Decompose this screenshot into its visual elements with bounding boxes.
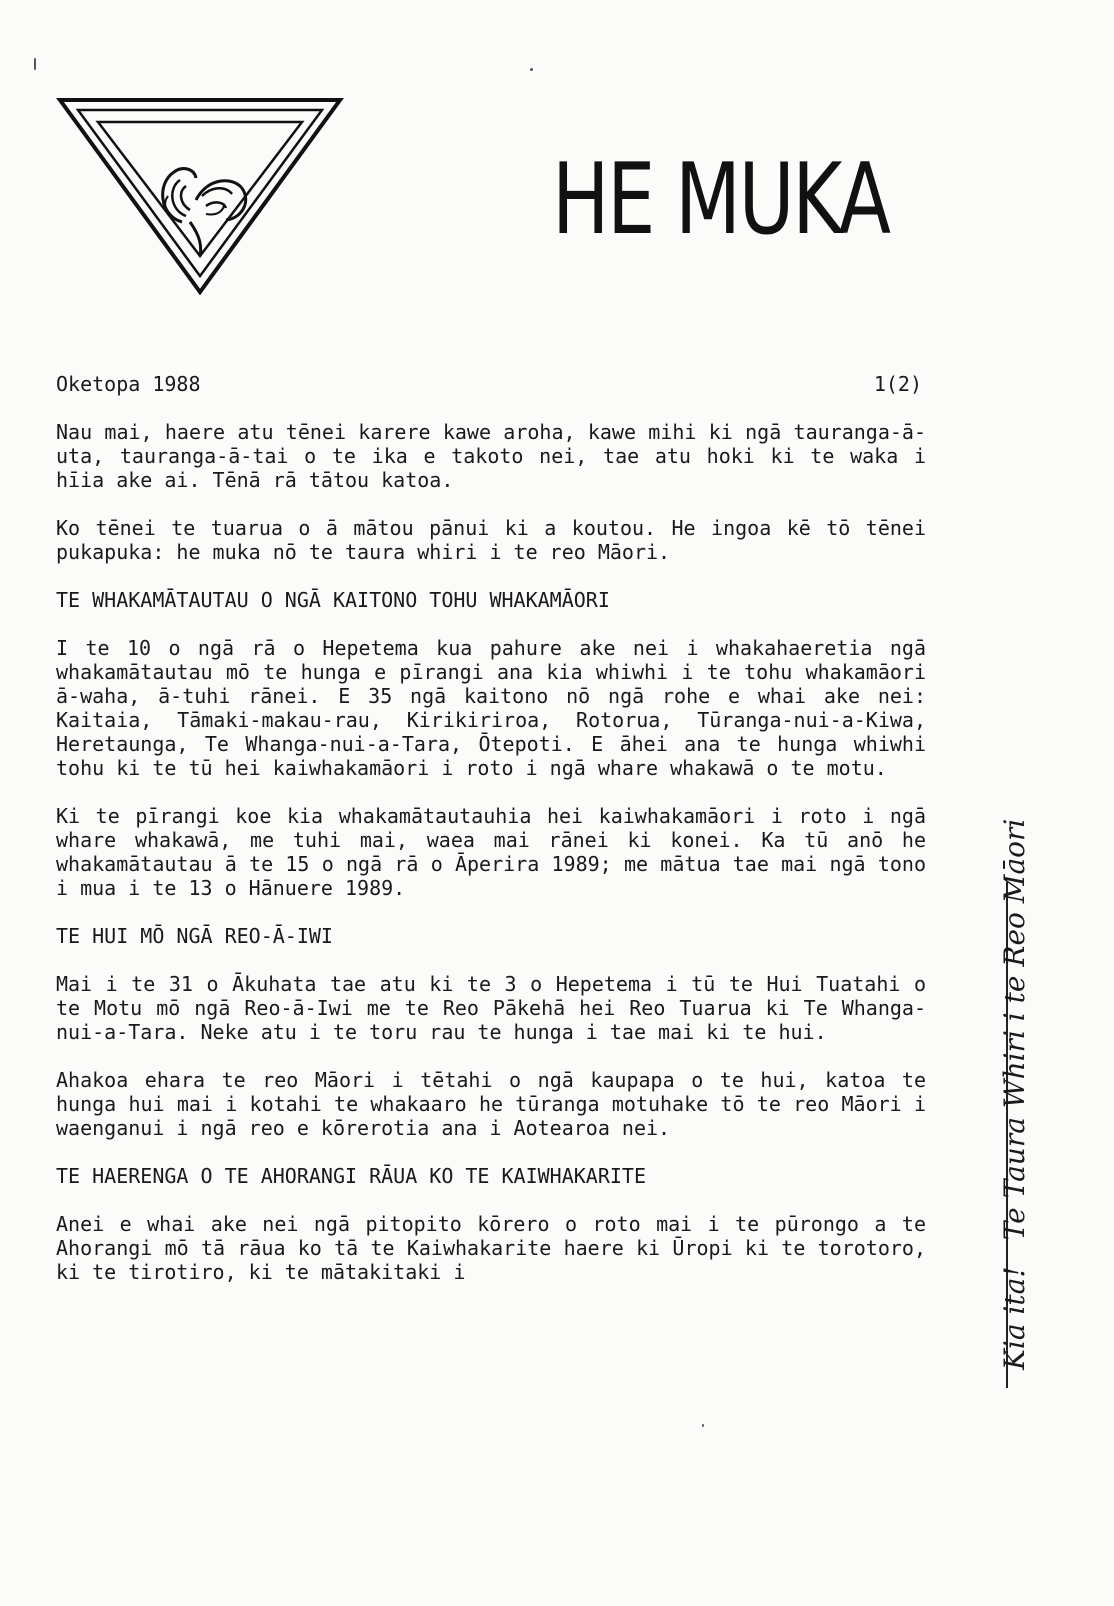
- languages-hui-paragraph-2: Ahakoa ehara te reo Māori i tētahi o ngā kaupapa o te hui, katoa te hunga hui mai i kotahi te whakaaro he tūranga motuhake tō te reo Māori i waenganui i ngā reo e kōrerotia ana i Aotearoa nei.: [56, 1068, 926, 1140]
- translation-exam-paragraph-1: I te 10 o ngā rā o Hepetema kua pahure ake nei i whakahaeretia ngā whakamātautau mō te hunga e pīrangi ana kia whiwhi i te tohu whakamāori ā-waha, ā-tuhi rānei. E 35 ngā kaitono nō ngā rohe e whai ake nei: Kaitaia, Tāmaki-makau-rau, Kirikiriroa, Rotorua, Tūranga-nui-a-Kiwa, Heretaunga, Te Whanga-nui-a-Tara, Ōtepoti. E āhei ana te hunga whiwhi tohu ki te tū hei kaiwhakamāori i roto i ngā whare whakawā o te motu.: [56, 636, 926, 780]
- sidebar-motto: [975, 818, 1035, 1370]
- article-body: [56, 372, 926, 1284]
- dateline: [56, 372, 922, 396]
- sidebar-motto-text: Te Taura Whiri i te Reo Māori: [998, 818, 1031, 1241]
- intro-paragraph-1: Nau mai, haere atu tēnei karere kawe aroha, kawe mihi ki ngā tauranga-ā-uta, tauranga-ā-tai o te ika e takoto nei, tae atu hoki ki te waka i hīia ake ai. Tēnā rā tātou katoa.: [56, 420, 926, 492]
- europe-trip-paragraph-1: Anei e whai ake nei ngā pitopito kōrero o roto mai i te pūrongo a te Ahorangi mō tā rāua ko tā te Kaiwhakarite haere ki Ūropi ki te torotoro, ki te tirotiro, ki te mātakitaki i: [56, 1212, 926, 1284]
- section-heading-translation-exam: TE WHAKAMĀTAUTAU O NGĀ KAITONO TOHU WHAKAMĀORI: [56, 588, 610, 612]
- section-heading-languages-hui: TE HUI MŌ NGĀ REO-Ā-IWI: [56, 924, 333, 948]
- scan-mark: [702, 1424, 704, 1427]
- scan-mark: [530, 68, 533, 71]
- translation-exam-paragraph-2: Ki te pīrangi koe kia whakamātautauhia hei kaiwhakamāori i roto i ngā whare whakawā, me tuhi mai, waea mai rānei ki konei. Ka tū anō he whakamātautau ā te 15 o ngā rā o Āperira 1989; me mātua tae mai ngā tono i mua i te 13 o Hānuere 1989.: [56, 804, 926, 900]
- scan-mark: [34, 58, 36, 70]
- intro-paragraph-2: Ko tēnei te tuarua o ā mātou pānui ki a koutou. He ingoa kē tō tēnei pukapuka: he muka nō te taura whiri i te reo Māori.: [56, 516, 926, 564]
- masthead-title: HE MUKA: [552, 143, 889, 257]
- sidebar-exclaim: Kia ita!: [998, 1266, 1031, 1370]
- taura-whiri-logo-icon: [56, 96, 344, 296]
- issue-number: 1(2): [873, 372, 922, 396]
- languages-hui-paragraph-1: Mai i te 31 o Ākuhata tae atu ki te 3 o Hepetema i tū te Hui Tuatahi o te Motu mō ngā Reo-ā-Iwi me te Reo Pākehā hei Reo Tuarua ki Te Whanga-nui-a-Tara. Neke atu i te toru rau te hunga i tae mai ki te hui.: [56, 972, 926, 1044]
- section-heading-europe-trip: TE HAERENGA O TE AHORANGI RĀUA KO TE KAIWHAKARITE: [56, 1164, 647, 1188]
- issue-date: Oketopa 1988: [56, 372, 201, 396]
